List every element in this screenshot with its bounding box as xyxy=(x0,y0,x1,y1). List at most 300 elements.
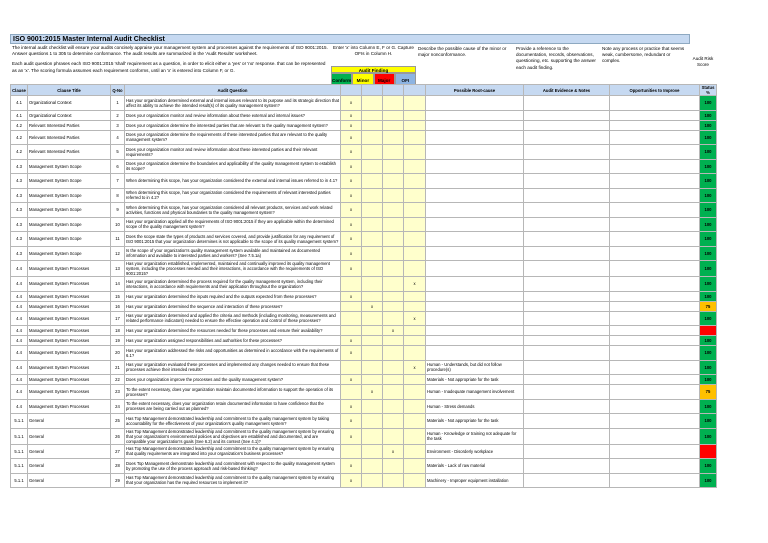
cell-evidence[interactable] xyxy=(524,96,610,111)
cell-question: To the extent necessary, does your organization retain documented information to have confidence that the processes are being carried out as planned? xyxy=(125,399,341,414)
cell-minor-mark[interactable] xyxy=(362,261,383,277)
cell-status: 100 xyxy=(700,414,717,429)
table-row xyxy=(11,414,717,429)
cell-major-mark[interactable] xyxy=(383,346,404,361)
cell-opportunities[interactable] xyxy=(610,145,700,160)
cell-conform-mark[interactable]: x xyxy=(341,96,362,111)
cell-status: 100 xyxy=(700,428,717,444)
cell-status: 100 xyxy=(700,232,717,247)
cell-evidence[interactable] xyxy=(524,203,610,218)
cell-opportunities[interactable] xyxy=(610,277,700,292)
cell-minor-mark[interactable] xyxy=(362,291,383,301)
cell-conform-mark[interactable]: x xyxy=(341,188,362,203)
cell-question: Does Top Management demonstrate leadership and commitment with respect to the quality management system by promoting the use of the process approach and risk-based thinking? xyxy=(125,459,341,474)
cell-root-cause[interactable] xyxy=(426,120,524,130)
cell-root-cause[interactable]: Human - Stress demands xyxy=(426,399,524,414)
cell-ofi-mark[interactable] xyxy=(404,399,426,414)
cell-ofi-mark[interactable] xyxy=(404,159,426,174)
cell-clause: 5.1.1 xyxy=(11,459,28,474)
cell-root-cause[interactable] xyxy=(426,261,524,277)
cell-evidence[interactable] xyxy=(524,110,610,120)
cell-minor-mark[interactable] xyxy=(362,120,383,130)
cell-ofi-mark[interactable] xyxy=(404,130,426,145)
cell-evidence[interactable] xyxy=(524,120,610,130)
cell-conform-mark[interactable]: x xyxy=(341,428,362,444)
cell-status: 100 xyxy=(700,311,717,326)
cell-opportunities[interactable] xyxy=(610,444,700,459)
audit-finding-legend xyxy=(331,44,416,84)
cell-clause: 4.4 xyxy=(11,326,28,336)
cell-minor-mark[interactable] xyxy=(362,232,383,247)
cell-clause-title: Relevant Interested Parties xyxy=(28,120,111,130)
cell-major-mark[interactable] xyxy=(383,336,404,346)
cell-root-cause[interactable] xyxy=(426,336,524,346)
cell-minor-mark[interactable] xyxy=(362,174,383,189)
cell-minor-mark[interactable] xyxy=(362,217,383,232)
cell-opportunities[interactable] xyxy=(610,246,700,261)
cell-root-cause[interactable] xyxy=(426,291,524,301)
cell-ofi-mark[interactable] xyxy=(404,444,426,459)
cell-major-mark[interactable] xyxy=(383,277,404,292)
cell-status: 100 xyxy=(700,459,717,474)
cell-evidence[interactable] xyxy=(524,159,610,174)
cell-ofi-mark[interactable] xyxy=(404,261,426,277)
cell-major-mark[interactable] xyxy=(383,311,404,326)
cell-clause-title: Management System Scope xyxy=(28,246,111,261)
cell-question: When determining this scope, has your organization considered all relevant products, services and work related activities, functions and physical boundaries to the quality management system? xyxy=(125,203,341,218)
cell-clause-title: Management System Processes xyxy=(28,336,111,346)
cell-major-mark[interactable] xyxy=(383,110,404,120)
cell-clause-title: Management System Processes xyxy=(28,291,111,301)
cell-status: 75 xyxy=(700,385,717,400)
cell-major-mark[interactable] xyxy=(383,130,404,145)
cell-root-cause[interactable]: Human - Inadequate management involvement xyxy=(426,385,524,400)
cell-evidence[interactable] xyxy=(524,473,610,488)
cell-minor-mark[interactable] xyxy=(362,326,383,336)
cell-clause: 4.1 xyxy=(11,110,28,120)
cell-conform-mark[interactable]: x xyxy=(341,232,362,247)
cell-qno: 26 xyxy=(111,428,125,444)
cell-minor-mark[interactable] xyxy=(362,311,383,326)
cell-qno: 11 xyxy=(111,232,125,247)
cell-clause-title: Management System Scope xyxy=(28,188,111,203)
cell-opportunities[interactable] xyxy=(610,428,700,444)
cell-ofi-mark[interactable] xyxy=(404,110,426,120)
cell-clause-title: General xyxy=(28,473,111,488)
cell-ofi-mark[interactable] xyxy=(404,473,426,488)
cell-question: Has your organization applied all the requirements of ISO 9001:2015 if they are applicable within the determined scope of the quality management system? xyxy=(125,217,341,232)
cell-major-mark[interactable]: x xyxy=(383,326,404,336)
cell-conform-mark[interactable] xyxy=(341,385,362,400)
cell-root-cause[interactable]: Human - Understands, but did not follow procedure(s) xyxy=(426,360,524,375)
cell-clause: 5.1.1 xyxy=(11,444,28,459)
cell-qno: 4 xyxy=(111,130,125,145)
cell-clause: 5.1.1 xyxy=(11,473,28,488)
cell-ofi-mark[interactable]: x xyxy=(404,277,426,292)
cell-evidence[interactable] xyxy=(524,301,610,311)
major-nc-column-header: Major xyxy=(374,73,395,86)
cell-evidence[interactable] xyxy=(524,360,610,375)
cell-evidence[interactable] xyxy=(524,261,610,277)
table-row xyxy=(11,473,717,488)
cell-minor-mark[interactable] xyxy=(362,203,383,218)
table-row xyxy=(11,399,717,414)
cell-root-cause[interactable] xyxy=(426,246,524,261)
cell-ofi-mark[interactable] xyxy=(404,336,426,346)
cell-minor-mark[interactable] xyxy=(362,375,383,385)
cell-qno: 9 xyxy=(111,203,125,218)
cell-conform-mark[interactable]: x xyxy=(341,246,362,261)
cell-clause-title: General xyxy=(28,459,111,474)
cell-evidence[interactable] xyxy=(524,399,610,414)
cell-major-mark[interactable] xyxy=(383,246,404,261)
cell-clause-title: Management System Processes xyxy=(28,301,111,311)
cell-major-mark[interactable]: x xyxy=(383,444,404,459)
cell-major-mark[interactable] xyxy=(383,414,404,429)
header-evidence: Audit Evidence & Notes xyxy=(524,85,610,96)
cell-qno: 3 xyxy=(111,120,125,130)
cell-opportunities[interactable] xyxy=(610,261,700,277)
cell-minor-mark[interactable] xyxy=(362,336,383,346)
cell-root-cause[interactable]: Machinery - Improper equipment installation xyxy=(426,473,524,488)
cell-minor-mark[interactable]: x xyxy=(362,385,383,400)
cell-opportunities[interactable] xyxy=(610,336,700,346)
cell-conform-mark[interactable]: x xyxy=(341,261,362,277)
cell-opportunities[interactable] xyxy=(610,399,700,414)
cell-opportunities[interactable] xyxy=(610,120,700,130)
cell-major-mark[interactable] xyxy=(383,473,404,488)
cell-qno: 27 xyxy=(111,444,125,459)
cell-clause-title: Management System Processes xyxy=(28,326,111,336)
cell-evidence[interactable] xyxy=(524,375,610,385)
table-row xyxy=(11,336,717,346)
cell-major-mark[interactable] xyxy=(383,360,404,375)
table-row xyxy=(11,291,717,301)
table-row xyxy=(11,96,717,111)
cell-question: Has Top Management demonstrated leadership and commitment to the quality management system by ensuring that your organization's environmental policies and objectives are established and documented, and are compatible your organization's goals (See 6.2) and its context (See 4.1)? xyxy=(125,428,341,444)
cell-evidence[interactable] xyxy=(524,174,610,189)
cell-conform-mark[interactable]: x xyxy=(341,159,362,174)
cell-major-mark[interactable] xyxy=(383,375,404,385)
cell-clause-title: General xyxy=(28,428,111,444)
cell-opportunities[interactable] xyxy=(610,301,700,311)
cell-clause-title: Management System Processes xyxy=(28,385,111,400)
cell-minor-mark[interactable] xyxy=(362,346,383,361)
cell-evidence[interactable] xyxy=(524,277,610,292)
cell-minor-mark[interactable] xyxy=(362,110,383,120)
table-row xyxy=(11,428,717,444)
cell-root-cause[interactable] xyxy=(426,159,524,174)
cell-qno: 6 xyxy=(111,159,125,174)
cell-clause-title: Management System Processes xyxy=(28,375,111,385)
cell-question: Does your organization monitor and review information about these external and internal issues? xyxy=(125,110,341,120)
cell-opportunities[interactable] xyxy=(610,375,700,385)
cell-minor-mark[interactable] xyxy=(362,246,383,261)
table-row xyxy=(11,326,717,336)
cell-conform-mark[interactable]: x xyxy=(341,130,362,145)
cell-minor-mark[interactable] xyxy=(362,159,383,174)
cell-clause-title: Management System Scope xyxy=(28,232,111,247)
cell-root-cause[interactable]: Environment - Disorderly workplace xyxy=(426,444,524,459)
cell-minor-mark[interactable] xyxy=(362,399,383,414)
cell-minor-mark[interactable] xyxy=(362,130,383,145)
cell-ofi-mark[interactable] xyxy=(404,232,426,247)
cell-ofi-mark[interactable] xyxy=(404,217,426,232)
evidence-description: Provide a reference to the documentation, records, observations, questioning, etc. supporting the answer each audit finding. xyxy=(516,46,596,70)
cell-opportunities[interactable] xyxy=(610,459,700,474)
cell-root-cause[interactable] xyxy=(426,174,524,189)
cell-opportunities[interactable] xyxy=(610,473,700,488)
cell-minor-mark[interactable] xyxy=(362,459,383,474)
cell-ofi-mark[interactable] xyxy=(404,414,426,429)
cell-evidence[interactable] xyxy=(524,188,610,203)
cell-clause: 4.4 xyxy=(11,360,28,375)
cell-evidence[interactable] xyxy=(524,145,610,160)
cell-conform-mark[interactable] xyxy=(341,444,362,459)
minor-nc-column-header: Minor xyxy=(352,73,373,86)
cell-opportunities[interactable] xyxy=(610,217,700,232)
cell-status: 100 xyxy=(700,375,717,385)
cell-evidence[interactable] xyxy=(524,444,610,459)
cell-ofi-mark[interactable] xyxy=(404,246,426,261)
cell-ofi-mark[interactable] xyxy=(404,145,426,160)
cell-opportunities[interactable] xyxy=(610,232,700,247)
header-clause: Clause xyxy=(11,85,28,96)
cell-opportunities[interactable] xyxy=(610,188,700,203)
cell-ofi-mark[interactable] xyxy=(404,188,426,203)
cell-conform-mark[interactable]: x xyxy=(341,217,362,232)
cell-ofi-mark[interactable] xyxy=(404,96,426,111)
cell-clause-title: Organizational Context xyxy=(28,110,111,120)
cell-root-cause[interactable] xyxy=(426,110,524,120)
cell-conform-mark[interactable]: x xyxy=(341,473,362,488)
cell-ofi-mark[interactable] xyxy=(404,120,426,130)
cell-conform-mark[interactable]: x xyxy=(341,174,362,189)
cell-clause: 4.4 xyxy=(11,385,28,400)
cell-minor-mark[interactable] xyxy=(362,473,383,488)
cell-conform-mark[interactable] xyxy=(341,301,362,311)
header-audit-question: Audit Question xyxy=(125,85,341,96)
cell-major-mark[interactable] xyxy=(383,291,404,301)
cell-minor-mark[interactable] xyxy=(362,444,383,459)
cell-ofi-mark[interactable] xyxy=(404,346,426,361)
cell-clause-title: Organizational Context xyxy=(28,96,111,111)
cell-conform-mark[interactable]: x xyxy=(341,399,362,414)
cell-root-cause[interactable]: Human - Knowledge or training not adequate for the task xyxy=(426,428,524,444)
cell-ofi-mark[interactable]: x xyxy=(404,360,426,375)
cell-qno: 24 xyxy=(111,399,125,414)
cell-minor-mark[interactable] xyxy=(362,414,383,429)
cell-clause-title: Management System Processes xyxy=(28,399,111,414)
cell-evidence[interactable] xyxy=(524,130,610,145)
cell-conform-mark[interactable]: x xyxy=(341,375,362,385)
cell-minor-mark[interactable] xyxy=(362,145,383,160)
cell-minor-mark[interactable] xyxy=(362,277,383,292)
cell-minor-mark[interactable] xyxy=(362,188,383,203)
cell-ofi-mark[interactable]: x xyxy=(404,311,426,326)
cell-opportunities[interactable] xyxy=(610,130,700,145)
cell-evidence[interactable] xyxy=(524,326,610,336)
cell-major-mark[interactable] xyxy=(383,385,404,400)
cell-ofi-mark[interactable] xyxy=(404,174,426,189)
cell-status: 100 xyxy=(700,120,717,130)
cell-clause: 4.3 xyxy=(11,232,28,247)
cell-root-cause[interactable] xyxy=(426,346,524,361)
cell-ofi-mark[interactable] xyxy=(404,326,426,336)
cell-evidence[interactable] xyxy=(524,346,610,361)
intro-paragraph-2: Each audit question phrases each ISO 9001:2015 'shall' requirement as a question, in order to elicit either a 'yes' or 'no' response. that can be represented as an 'x'. The scoring formula assumes each requirement conforms, until an 'x' is entered into Column F, or G. xyxy=(12,61,326,73)
cell-major-mark[interactable] xyxy=(383,261,404,277)
header-opportunities: Opportunities to Improve xyxy=(610,85,700,96)
cell-major-mark[interactable] xyxy=(383,145,404,160)
cell-opportunities[interactable] xyxy=(610,291,700,301)
cell-qno: 2 xyxy=(111,110,125,120)
cell-qno: 12 xyxy=(111,246,125,261)
cell-clause: 4.3 xyxy=(11,246,28,261)
cell-qno: 29 xyxy=(111,473,125,488)
cell-major-mark[interactable] xyxy=(383,232,404,247)
cell-conform-mark[interactable] xyxy=(341,277,362,292)
cell-ofi-mark[interactable] xyxy=(404,385,426,400)
cell-status: 100 xyxy=(700,130,717,145)
cell-conform-mark[interactable] xyxy=(341,311,362,326)
cell-evidence[interactable] xyxy=(524,385,610,400)
cell-major-mark[interactable] xyxy=(383,399,404,414)
cell-opportunities[interactable] xyxy=(610,346,700,361)
cell-opportunities[interactable] xyxy=(610,385,700,400)
cell-status: 100 xyxy=(700,473,717,488)
cell-conform-mark[interactable] xyxy=(341,360,362,375)
cell-root-cause[interactable] xyxy=(426,130,524,145)
cell-conform-mark[interactable]: x xyxy=(341,414,362,429)
cell-root-cause[interactable] xyxy=(426,188,524,203)
table-row xyxy=(11,110,717,120)
cell-status: 100 xyxy=(700,291,717,301)
cell-ofi-mark[interactable] xyxy=(404,375,426,385)
cell-evidence[interactable] xyxy=(524,459,610,474)
cell-evidence[interactable] xyxy=(524,428,610,444)
cell-evidence[interactable] xyxy=(524,336,610,346)
header-ofi-col xyxy=(404,85,426,96)
table-row xyxy=(11,130,717,145)
cell-opportunities[interactable] xyxy=(610,159,700,174)
cell-conform-mark[interactable]: x xyxy=(341,291,362,301)
table-row xyxy=(11,203,717,218)
cell-major-mark[interactable] xyxy=(383,301,404,311)
cell-opportunities[interactable] xyxy=(610,360,700,375)
cell-opportunities[interactable] xyxy=(610,203,700,218)
cell-conform-mark[interactable]: x xyxy=(341,145,362,160)
cell-minor-mark[interactable]: x xyxy=(362,301,383,311)
cell-status: 0 xyxy=(700,326,717,336)
cell-opportunities[interactable] xyxy=(610,311,700,326)
cell-ofi-mark[interactable] xyxy=(404,203,426,218)
cell-evidence[interactable] xyxy=(524,311,610,326)
cell-qno: 16 xyxy=(111,301,125,311)
cell-root-cause[interactable] xyxy=(426,311,524,326)
cell-question: To the extent necessary, does your organization maintain documented information to support the operation of its processes? xyxy=(125,385,341,400)
cell-root-cause[interactable] xyxy=(426,217,524,232)
table-row xyxy=(11,159,717,174)
risk-score-description: Audit Risk Score xyxy=(692,56,714,68)
cell-root-cause[interactable] xyxy=(426,301,524,311)
cell-ofi-mark[interactable] xyxy=(404,459,426,474)
cell-major-mark[interactable] xyxy=(383,217,404,232)
cell-major-mark[interactable] xyxy=(383,428,404,444)
table-row xyxy=(11,120,717,130)
cell-major-mark[interactable] xyxy=(383,203,404,218)
cell-conform-mark[interactable]: x xyxy=(341,459,362,474)
cell-root-cause[interactable] xyxy=(426,96,524,111)
cell-major-mark[interactable] xyxy=(383,96,404,111)
cell-opportunities[interactable] xyxy=(610,326,700,336)
cell-root-cause[interactable] xyxy=(426,232,524,247)
cell-root-cause[interactable]: Materials - Not appropriate for the task xyxy=(426,414,524,429)
cell-opportunities[interactable] xyxy=(610,110,700,120)
cell-minor-mark[interactable] xyxy=(362,428,383,444)
cell-major-mark[interactable] xyxy=(383,120,404,130)
cell-conform-mark[interactable]: x xyxy=(341,120,362,130)
cell-minor-mark[interactable] xyxy=(362,96,383,111)
cell-qno: 23 xyxy=(111,385,125,400)
cell-conform-mark[interactable]: x xyxy=(341,110,362,120)
cell-status: 100 xyxy=(700,261,717,277)
cell-status: 100 xyxy=(700,110,717,120)
cell-root-cause[interactable] xyxy=(426,277,524,292)
cell-major-mark[interactable] xyxy=(383,459,404,474)
cell-root-cause[interactable] xyxy=(426,326,524,336)
cell-conform-mark[interactable]: x xyxy=(341,203,362,218)
conform-column-header: Conform xyxy=(331,73,352,86)
table-row xyxy=(11,145,717,160)
cell-clause-title: General xyxy=(28,414,111,429)
cell-root-cause[interactable]: Materials - Lack of raw material xyxy=(426,459,524,474)
header-root-cause: Possible Root-cause xyxy=(426,85,524,96)
cell-root-cause[interactable]: Materials - Not appropriate for the task xyxy=(426,375,524,385)
cell-evidence[interactable] xyxy=(524,414,610,429)
cell-ofi-mark[interactable] xyxy=(404,428,426,444)
cell-major-mark[interactable] xyxy=(383,188,404,203)
cell-question: Does your organization determine the boundaries and applicability of the quality management system to establish its scope? xyxy=(125,159,341,174)
cell-opportunities[interactable] xyxy=(610,414,700,429)
cell-evidence[interactable] xyxy=(524,246,610,261)
cell-major-mark[interactable] xyxy=(383,159,404,174)
table-row xyxy=(11,188,717,203)
table-row xyxy=(11,360,717,375)
cell-opportunities[interactable] xyxy=(610,96,700,111)
cell-root-cause[interactable] xyxy=(426,203,524,218)
cell-conform-mark[interactable]: x xyxy=(341,336,362,346)
cell-ofi-mark[interactable] xyxy=(404,291,426,301)
cell-evidence[interactable] xyxy=(524,217,610,232)
cell-qno: 10 xyxy=(111,217,125,232)
cell-conform-mark[interactable] xyxy=(341,326,362,336)
cell-clause-title: Management System Processes xyxy=(28,311,111,326)
cell-qno: 18 xyxy=(111,326,125,336)
cell-evidence[interactable] xyxy=(524,291,610,301)
cell-question: Does your organization determine the requirements of these interested parties that are relevant to the quality management system? xyxy=(125,130,341,145)
cell-evidence[interactable] xyxy=(524,232,610,247)
table-row xyxy=(11,346,717,361)
cell-minor-mark[interactable] xyxy=(362,360,383,375)
table-row xyxy=(11,277,717,292)
cell-conform-mark[interactable]: x xyxy=(341,346,362,361)
cell-opportunities[interactable] xyxy=(610,174,700,189)
cell-root-cause[interactable] xyxy=(426,145,524,160)
cell-major-mark[interactable] xyxy=(383,174,404,189)
cell-ofi-mark[interactable] xyxy=(404,301,426,311)
cell-qno: 1 xyxy=(111,96,125,111)
